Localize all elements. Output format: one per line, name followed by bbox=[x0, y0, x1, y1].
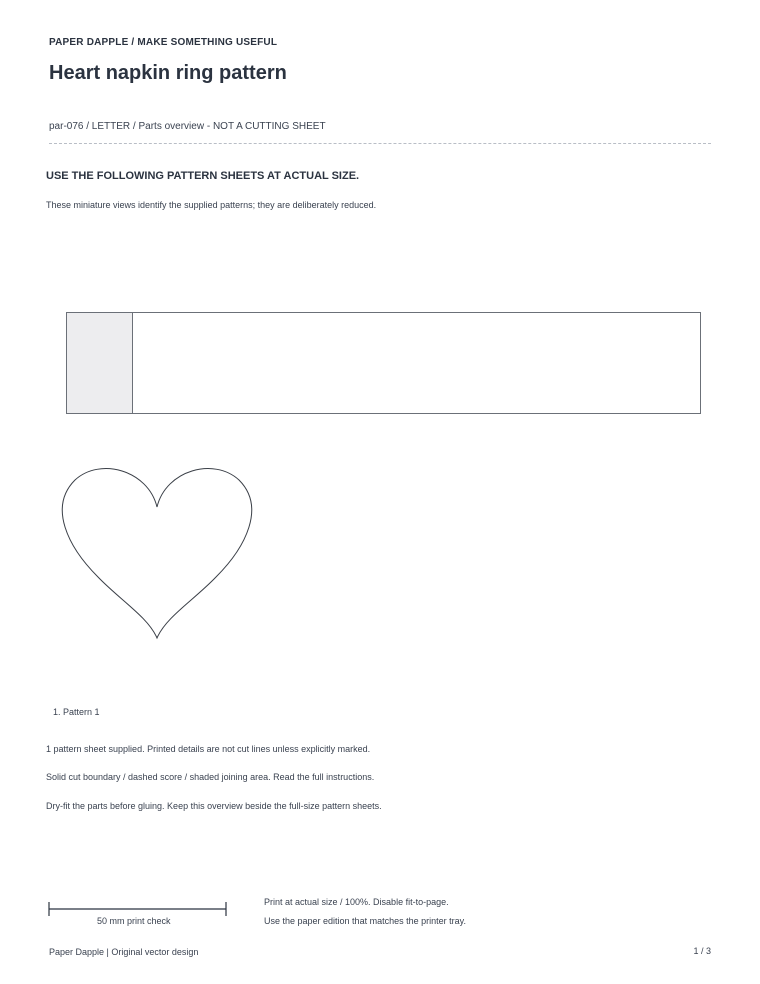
document-meta: par-076 / LETTER / Parts overview - NOT A CUTTING SHEET bbox=[49, 121, 326, 132]
page-number: 1 / 3 bbox=[693, 946, 711, 956]
note-sheets: 1 pattern sheet supplied. Printed details are not cut lines unless explicitly marked. bbox=[46, 744, 371, 754]
brand-line: PAPER DAPPLE / MAKE SOMETHING USEFUL bbox=[49, 37, 278, 48]
footer-credit: Paper Dapple | Original vector design bbox=[49, 947, 199, 957]
scale-label: 50 mm print check bbox=[97, 916, 171, 926]
note-legend: Solid cut boundary / dashed score / shaded joining area. Read the full instructions. bbox=[46, 772, 375, 782]
intro-text: These miniature views identify the supplied patterns; they are deliberately reduced. bbox=[46, 200, 377, 210]
ring-band-pattern bbox=[66, 312, 701, 414]
print-instruction-1: Print at actual size / 100%. Disable fit-to-page. bbox=[264, 897, 449, 907]
note-dry-fit: Dry-fit the parts before gluing. Keep this overview beside the full-size pattern sheets. bbox=[46, 801, 382, 811]
heart-pattern-outline bbox=[60, 462, 254, 642]
print-instruction-2: Use the paper edition that matches the printer tray. bbox=[264, 916, 466, 926]
dashed-divider bbox=[49, 143, 711, 144]
pattern-caption: 1. Pattern 1 bbox=[53, 707, 100, 717]
heart-outline-path bbox=[62, 469, 251, 638]
section-heading: USE THE FOLLOWING PATTERN SHEETS AT ACTUAL SIZE. bbox=[46, 170, 360, 182]
glue-tab-shaded bbox=[67, 313, 133, 413]
page-title: Heart napkin ring pattern bbox=[49, 62, 287, 84]
